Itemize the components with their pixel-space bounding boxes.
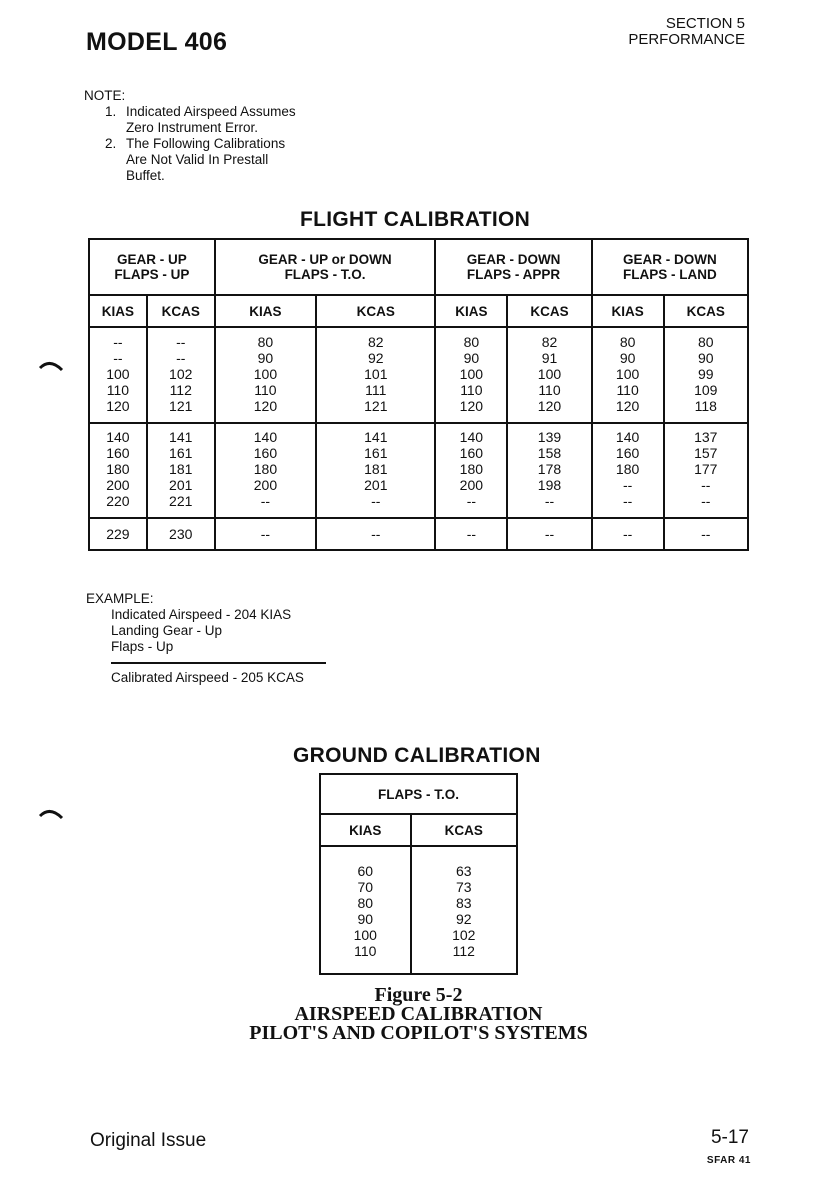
table-cell: 160 <box>459 445 484 461</box>
table-cell: 160 <box>253 445 278 461</box>
table-cell: 120 <box>615 398 640 414</box>
table-cell: 140 <box>459 429 484 445</box>
table-cell: 99 <box>697 366 714 382</box>
table-cell: -- <box>664 518 748 550</box>
table-cell: 180 <box>253 461 278 477</box>
table-cell: 161 <box>364 445 388 461</box>
table-cell: 178 <box>537 461 562 477</box>
value-column <box>435 327 507 423</box>
table-cell: -- <box>507 518 591 550</box>
table-cell: -- <box>701 477 711 493</box>
table-cell: 161 <box>169 445 193 461</box>
group-header: GEAR - UP FLAPS - UP <box>89 239 215 295</box>
table-cell: 177 <box>694 461 718 477</box>
table-cell: -- <box>466 493 477 509</box>
group-header: GEAR - DOWN FLAPS - APPR <box>435 239 591 295</box>
value-column <box>89 423 147 518</box>
table-cell: 137 <box>694 429 718 445</box>
table-cell: 101 <box>364 366 388 382</box>
table-cell: 100 <box>537 366 562 382</box>
ground-calibration-table <box>319 773 518 975</box>
table-cell: -- <box>435 518 507 550</box>
table-cell: 229 <box>89 518 147 550</box>
table-cell: 181 <box>169 461 193 477</box>
table-cell: 90 <box>697 350 714 366</box>
value-column <box>147 327 215 423</box>
table-cell: 90 <box>357 911 374 927</box>
value-column <box>435 423 507 518</box>
table-cell: 109 <box>694 382 718 398</box>
example-divider <box>111 662 326 664</box>
ground-calibration-title: GROUND CALIBRATION <box>293 744 541 767</box>
table-cell: 121 <box>169 398 193 414</box>
example-label: EXAMPLE: <box>86 591 154 606</box>
note <box>84 88 301 184</box>
table-cell: 91 <box>541 350 558 366</box>
value-column <box>507 423 591 518</box>
footer-issue: Original Issue <box>90 1130 207 1151</box>
kcas-header: KCAS <box>147 295 215 327</box>
kcas-header: KCAS <box>664 295 748 327</box>
table-cell: -- <box>260 493 271 509</box>
table-cell: 201 <box>169 477 193 493</box>
table-cell: 181 <box>364 461 388 477</box>
figure-title-line: AIRSPEED CALIBRATION <box>294 1003 543 1025</box>
table-cell: 80 <box>619 334 636 350</box>
table-cell: 110 <box>354 943 377 959</box>
value-column <box>215 327 316 423</box>
value-column <box>89 327 147 423</box>
table-cell: 92 <box>368 350 384 366</box>
table-cell: 60 <box>357 863 374 879</box>
figure-title-line: PILOT'S AND COPILOT'S SYSTEMS <box>249 1022 588 1044</box>
example-line: Landing Gear - Up <box>111 623 223 638</box>
table-cell: 180 <box>459 461 484 477</box>
table-cell: 110 <box>460 382 483 398</box>
data-block <box>89 327 748 423</box>
note-label: NOTE: <box>84 88 126 103</box>
kcas-column <box>411 846 517 974</box>
example-line: Flaps - Up <box>111 639 174 654</box>
table-cell: 100 <box>459 366 484 382</box>
table-cell: 200 <box>253 477 278 493</box>
table-cell: 90 <box>619 350 636 366</box>
section-number: SECTION 5 <box>665 15 745 32</box>
table-cell: 100 <box>106 366 130 382</box>
value-column <box>592 423 664 518</box>
value-column <box>592 327 664 423</box>
table-cell: 120 <box>253 398 278 414</box>
flaps-header: FLAPS - T.O. <box>320 774 517 814</box>
value-column <box>664 423 748 518</box>
table-cell: -- <box>176 334 186 350</box>
table-cell: 198 <box>537 477 562 493</box>
table-cell: -- <box>622 477 633 493</box>
table-cell: 83 <box>455 895 472 911</box>
table-cell: 230 <box>147 518 215 550</box>
table-cell: 63 <box>455 863 472 879</box>
figure-caption <box>0 986 837 1043</box>
value-column <box>664 327 748 423</box>
table-cell: 92 <box>455 911 472 927</box>
table-cell: 100 <box>615 366 640 382</box>
table-cell: 80 <box>463 334 480 350</box>
table-cell: 82 <box>368 334 384 350</box>
kias-header: KIAS <box>592 295 664 327</box>
table-cell: 70 <box>357 879 374 895</box>
revision-mark <box>38 358 66 378</box>
table-cell: 180 <box>615 461 640 477</box>
model-title: MODEL 406 <box>86 28 228 56</box>
table-cell: 121 <box>364 398 388 414</box>
flight-calibration-table <box>88 238 749 551</box>
table-cell: 160 <box>615 445 640 461</box>
table-cell: 110 <box>106 382 130 398</box>
table-cell: 141 <box>364 429 388 445</box>
table-cell: 158 <box>537 445 562 461</box>
figure-number: Figure 5-2 <box>374 984 463 1006</box>
table-cell: -- <box>371 493 381 509</box>
table-cell: 112 <box>169 382 192 398</box>
table-cell: -- <box>113 334 123 350</box>
note-item: 1. Indicated Airspeed Assumes Zero Instrument Error. <box>120 104 301 136</box>
table-cell: 220 <box>106 493 130 509</box>
value-column <box>316 423 435 518</box>
table-cell: 80 <box>357 895 374 911</box>
table-cell: 221 <box>169 493 193 509</box>
table-cell: -- <box>316 518 435 550</box>
table-cell: 110 <box>254 382 277 398</box>
flight-calibration-title: FLIGHT CALIBRATION <box>300 208 531 231</box>
page-number: 5-17 <box>710 1127 749 1148</box>
table-cell: 112 <box>452 943 475 959</box>
value-column <box>507 327 591 423</box>
table-cell: 140 <box>615 429 640 445</box>
group-header: GEAR - UP or DOWN FLAPS - T.O. <box>215 239 436 295</box>
data-block <box>89 518 748 550</box>
table-cell: 157 <box>694 445 718 461</box>
table-cell: 111 <box>365 382 387 398</box>
table-cell: 141 <box>169 429 193 445</box>
section-name: PERFORMANCE <box>628 31 745 48</box>
table-cell: 110 <box>538 382 561 398</box>
note-item: 2. The Following Calibrations Are Not Valid In Prestall Buffet. <box>120 136 301 184</box>
table-cell: -- <box>701 493 711 509</box>
kcas-header: KCAS <box>507 295 591 327</box>
kias-header: KIAS <box>320 814 411 846</box>
table-cell: 90 <box>257 350 274 366</box>
table-cell: 120 <box>459 398 484 414</box>
kias-header: KIAS <box>435 295 507 327</box>
data-block <box>89 423 748 518</box>
table-cell: -- <box>592 518 664 550</box>
kias-header: KIAS <box>215 295 316 327</box>
table-cell: 200 <box>106 477 130 493</box>
table-cell: 120 <box>106 398 130 414</box>
table-cell: 140 <box>106 429 130 445</box>
table-cell: 80 <box>697 334 714 350</box>
table-cell: 139 <box>537 429 562 445</box>
example <box>86 591 326 686</box>
value-column <box>316 327 435 423</box>
table-cell: 140 <box>253 429 278 445</box>
table-cell: 180 <box>106 461 130 477</box>
table-cell: 90 <box>463 350 480 366</box>
table-cell: -- <box>544 493 555 509</box>
kcas-header: KCAS <box>316 295 435 327</box>
table-cell: 120 <box>537 398 562 414</box>
table-cell: -- <box>622 493 633 509</box>
table-cell: 201 <box>364 477 388 493</box>
table-cell: 160 <box>106 445 130 461</box>
table-cell: 118 <box>694 398 717 414</box>
revision-mark <box>38 806 66 826</box>
section-header <box>628 16 745 48</box>
value-column <box>147 423 215 518</box>
table-cell: 100 <box>253 366 278 382</box>
kias-column <box>320 846 411 974</box>
footer-code: SFAR 41 <box>706 1155 751 1166</box>
table-cell: -- <box>176 350 186 366</box>
example-line: Indicated Airspeed - 204 KIAS <box>111 607 292 622</box>
kcas-header: KCAS <box>411 814 517 846</box>
value-column <box>215 423 316 518</box>
example-result: Calibrated Airspeed - 205 KCAS <box>111 670 304 685</box>
table-cell: 82 <box>541 334 558 350</box>
kias-header: KIAS <box>89 295 147 327</box>
table-cell: -- <box>113 350 123 366</box>
table-cell: 73 <box>455 879 472 895</box>
group-header: GEAR - DOWN FLAPS - LAND <box>592 239 748 295</box>
table-cell: 200 <box>459 477 484 493</box>
table-cell: 102 <box>452 927 476 943</box>
table-cell: 80 <box>257 334 274 350</box>
table-cell: 110 <box>616 382 639 398</box>
table-cell: -- <box>215 518 316 550</box>
table-cell: 100 <box>353 927 377 943</box>
table-cell: 102 <box>169 366 193 382</box>
